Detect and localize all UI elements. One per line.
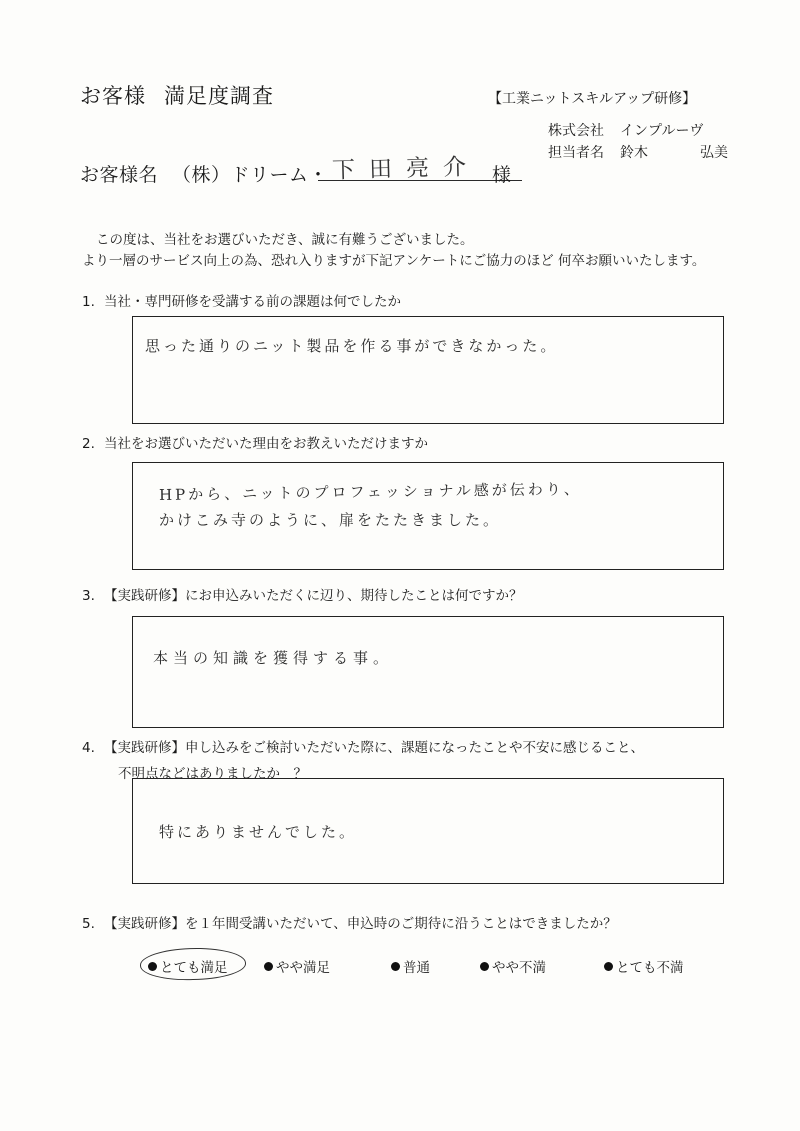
- question-2: [82, 432, 428, 452]
- question-4: [82, 736, 644, 782]
- bullet-icon: [604, 962, 613, 971]
- option-label: やや不満: [492, 960, 546, 976]
- staff-family-name: 鈴木: [620, 145, 648, 161]
- option-very-satisfied[interactable]: [148, 956, 228, 976]
- answer-3-line-1: 本当の知識を獲得する事。: [153, 649, 394, 667]
- question-2-text: 当社をお選びいただいた理由をお教えいただけますか: [104, 436, 428, 452]
- answer-box-1[interactable]: [132, 316, 724, 424]
- question-1-number: 1.: [82, 294, 95, 310]
- option-somewhat-dissatisfied[interactable]: [480, 956, 546, 976]
- question-4-text-line-2: 不明点などはありましたか ？: [118, 766, 307, 782]
- question-5: [82, 912, 617, 932]
- answer-box-4[interactable]: [132, 778, 724, 884]
- answer-1-line-1: 思った通りのニット製品を作る事ができなかった。: [145, 337, 559, 355]
- answer-2-line-2: かけこみ寺のように、扉をたたきました。: [159, 511, 502, 529]
- option-neutral[interactable]: [391, 956, 430, 976]
- question-5-number: 5.: [82, 916, 95, 932]
- option-very-dissatisfied[interactable]: [604, 956, 684, 976]
- bullet-icon: [264, 962, 273, 971]
- bullet-icon: [480, 962, 489, 971]
- customer-name-label: お客様名: [80, 164, 159, 186]
- staff-label: 担当者名: [548, 145, 604, 161]
- bullet-icon: [391, 962, 400, 971]
- answer-box-2[interactable]: [132, 462, 724, 570]
- answer-2-line-1: HPから、ニットのプロフェッショナル感が伝わり、: [158, 480, 582, 504]
- staff-given-name: 弘美: [700, 145, 728, 161]
- question-3: [82, 584, 523, 604]
- title-part-customer: お客様: [80, 84, 146, 108]
- option-label: とても不満: [616, 960, 684, 976]
- intro-line-2: より一層のサービス向上の為、恐れ入りますが下記アンケートにご協力のほど 何卒お願いいたします。: [82, 253, 706, 269]
- intro-text: [82, 230, 705, 272]
- company-name: インプルーヴ: [620, 123, 704, 139]
- question-1: [82, 290, 401, 310]
- company-block: [548, 120, 728, 164]
- bullet-icon: [148, 962, 157, 971]
- question-4-text: 【実践研修】申し込みをご検討いただいた際に、課題になったことや不安に感じること、: [104, 740, 644, 756]
- option-label: とても満足: [160, 960, 228, 976]
- customer-label: [80, 160, 328, 187]
- option-label: 普通: [403, 960, 430, 976]
- question-2-number: 2.: [82, 436, 95, 452]
- answer-box-3[interactable]: [132, 616, 724, 728]
- company-label: 株式会社: [548, 123, 604, 139]
- customer-person-handwritten: 下田亮介: [331, 154, 481, 184]
- question-5-text: 【実践研修】を１年間受講いただいて、申込時のご期待に沿うことはできましたか？: [104, 916, 617, 932]
- question-3-number: 3.: [82, 588, 95, 604]
- customer-company: （株）ドリーム・: [172, 164, 329, 186]
- option-label: やや満足: [276, 960, 330, 976]
- training-tag: 【工業ニットスキルアップ研修】: [488, 91, 697, 107]
- customer-honorific: 様: [492, 164, 512, 186]
- option-somewhat-satisfied[interactable]: [264, 956, 330, 976]
- question-3-text: 【実践研修】にお申込みいただくに辺り、期待したことは何ですか？: [104, 588, 523, 604]
- answer-4-line-1: 特にありませんでした。: [159, 823, 358, 841]
- page-title: [80, 80, 274, 110]
- question-1-text: 当社・専門研修を受講する前の課題は何でしたか: [104, 294, 401, 310]
- question-4-number: 4.: [82, 740, 95, 756]
- intro-line-1: この度は、当社をお選びいただき、誠に有難うございました。: [96, 232, 474, 248]
- title-part-survey: 満足度調査: [164, 84, 274, 108]
